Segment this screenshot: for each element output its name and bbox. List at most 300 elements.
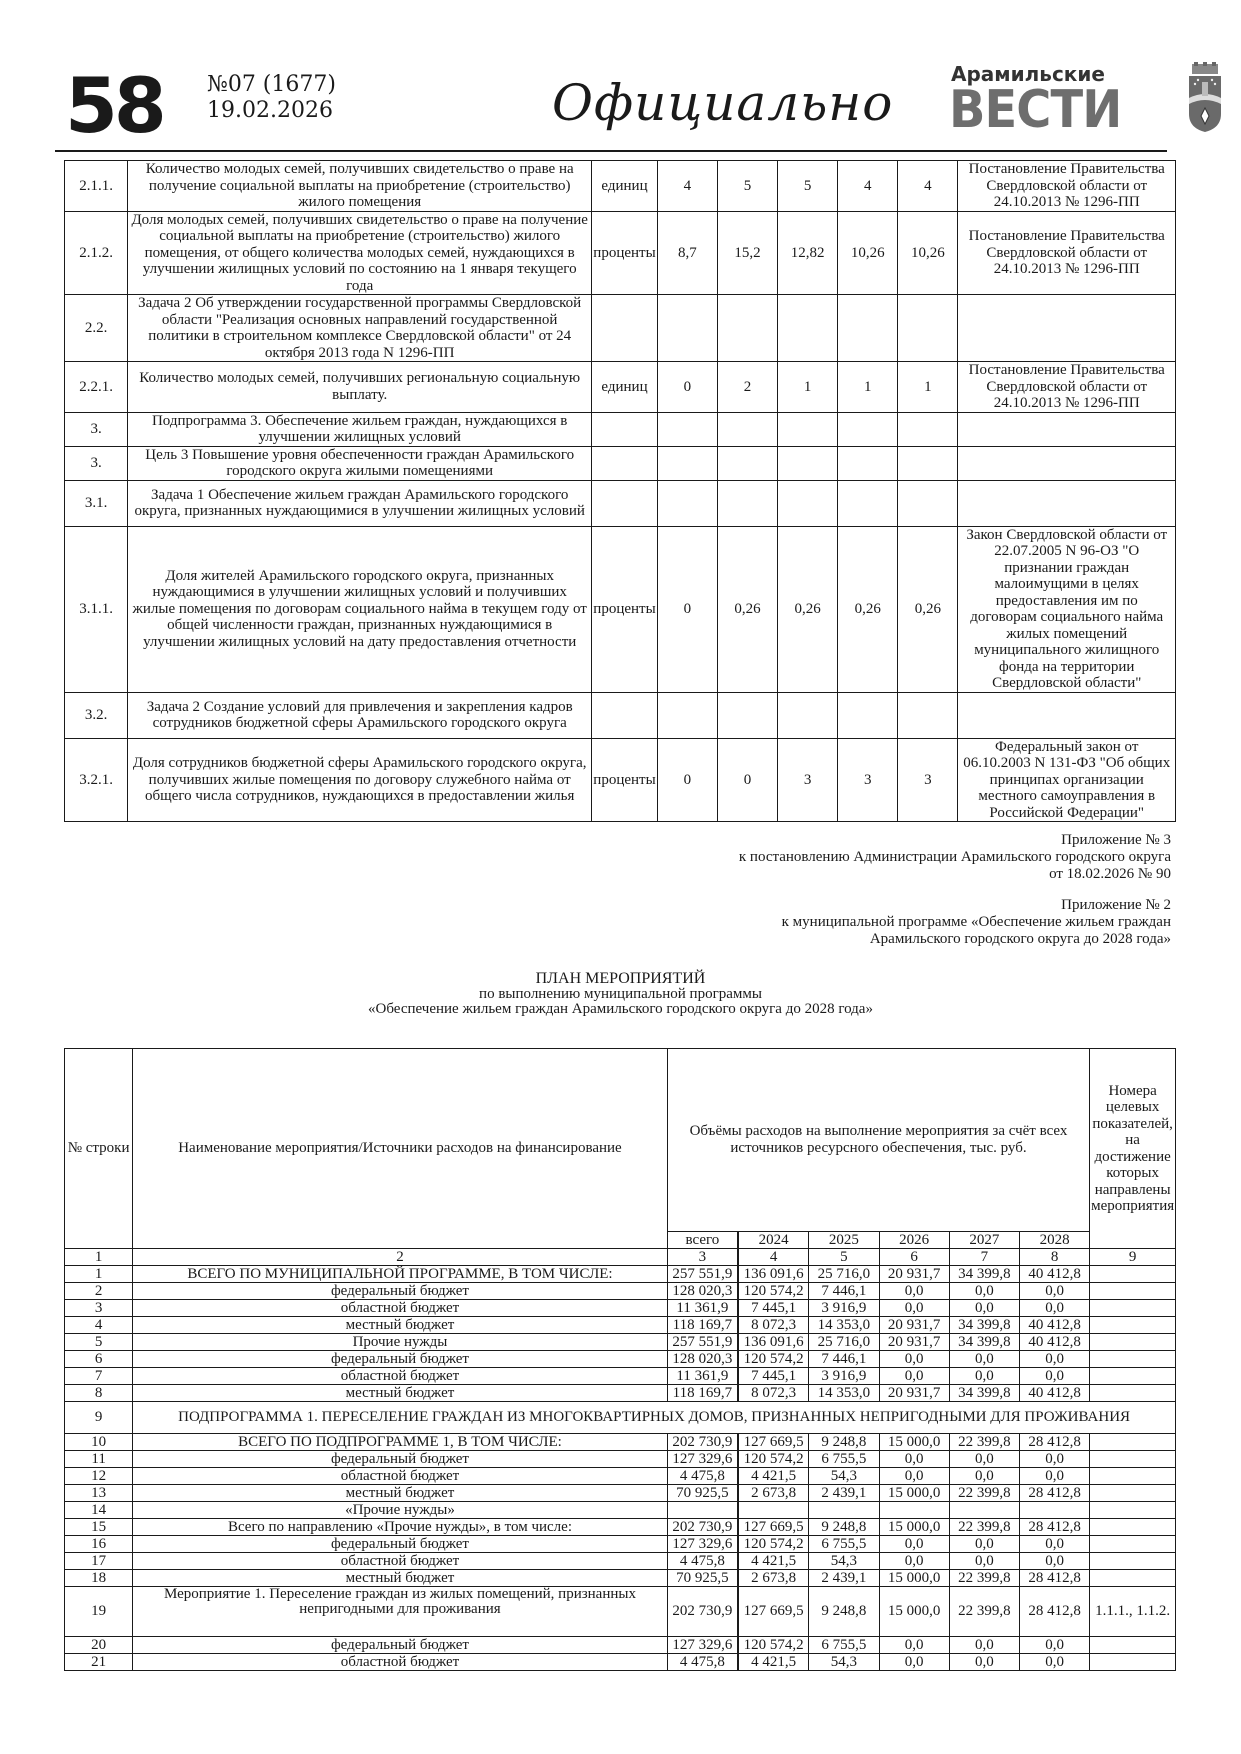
- table-row: [65, 211, 1176, 295]
- amount-value: 15 000,0: [879, 1434, 949, 1451]
- indicator-value: [838, 692, 898, 738]
- column-number: 1: [65, 1249, 133, 1266]
- amount-value: 0,0: [949, 1283, 1019, 1300]
- indicator-value: 0,26: [898, 526, 958, 692]
- goal-indicator-numbers: [1090, 1536, 1176, 1553]
- amount-value: 0,0: [879, 1300, 949, 1317]
- table-row: [65, 1283, 1176, 1300]
- header-subcolumn: 2027: [949, 1232, 1019, 1249]
- goal-indicator-numbers: [1090, 1451, 1176, 1468]
- amount-value: 11 361,9: [667, 1300, 738, 1317]
- amount-value: 8 072,3: [738, 1317, 809, 1334]
- amount-value: 120 574,2: [738, 1283, 809, 1300]
- annex-2-line: Арамильского городского округа до 2028 года»: [869, 931, 1171, 947]
- goal-indicator-numbers: [1090, 1351, 1176, 1368]
- goal-indicator-numbers: [1090, 1468, 1176, 1485]
- amount-value: 6 755,5: [809, 1451, 879, 1468]
- amount-value: 4 475,8: [667, 1553, 738, 1570]
- indicator-value: 1: [898, 362, 958, 413]
- goal-indicator-numbers: [1090, 1519, 1176, 1536]
- amount-value: 9 248,8: [809, 1519, 879, 1536]
- unit: проценты: [592, 738, 658, 822]
- amount-value: 4 421,5: [738, 1654, 809, 1671]
- unit: [592, 412, 658, 446]
- table-row: [65, 1485, 1176, 1502]
- amount-value: 40 412,8: [1020, 1334, 1090, 1351]
- column-number: 5: [809, 1249, 879, 1266]
- plan-table: [64, 1048, 1176, 1671]
- row-number: 2: [65, 1283, 133, 1300]
- goal-indicator-numbers: [1090, 1637, 1176, 1654]
- indicator-name: Задача 2 Об утверждении государственной программы Свердловской области "Реализация основных направлений государственной политики в строительном комплексе Свердловской области" от 24 октября 2013 года N 1296-ПП: [128, 295, 592, 362]
- header-subcolumn: 2025: [809, 1232, 879, 1249]
- amount-value: 136 091,6: [738, 1266, 809, 1283]
- annex-3-caption: [739, 832, 1171, 883]
- amount-value: 0,0: [949, 1368, 1019, 1385]
- annex-3-title: Приложение № 3: [1061, 832, 1171, 848]
- indicator-value: [898, 446, 958, 480]
- amount-value: 0,0: [949, 1351, 1019, 1368]
- indicator-value: [717, 412, 777, 446]
- subprogram-title: ПОДПРОГРАММА 1. ПЕРЕСЕЛЕНИЕ ГРАЖДАН ИЗ МНОГОКВАРТИРНЫХ ДОМОВ, ПРИЗНАННЫХ НЕПРИГОДНЫМИ ДЛЯ ПРОЖИВАНИЯ: [133, 1402, 1176, 1434]
- amount-value: 28 412,8: [1020, 1434, 1090, 1451]
- amount-value: 28 412,8: [1020, 1519, 1090, 1536]
- logo-top-text: Арамильские: [951, 62, 1105, 86]
- indicator-value: [778, 295, 838, 362]
- row-number: 15: [65, 1519, 133, 1536]
- amount-value: 40 412,8: [1020, 1266, 1090, 1283]
- indicator-name: Задача 1 Обеспечение жильем граждан Арамильского городского округа, признанных нуждающимися в улучшении жилищных условий: [128, 480, 592, 526]
- amount-value: 0,0: [1020, 1637, 1090, 1654]
- amount-value: 120 574,2: [738, 1351, 809, 1368]
- indicator-value: [898, 692, 958, 738]
- amount-value: 3 916,9: [809, 1368, 879, 1385]
- amount-value: 0,0: [879, 1368, 949, 1385]
- legal-source: [958, 412, 1176, 446]
- indicator-value: 2: [717, 362, 777, 413]
- amount-value: 34 399,8: [949, 1317, 1019, 1334]
- row-number: 12: [65, 1468, 133, 1485]
- goal-indicator-numbers: [1090, 1283, 1176, 1300]
- indicator-value: 0,26: [778, 526, 838, 692]
- row-number: 3: [65, 1300, 133, 1317]
- activity-name: областной бюджет: [133, 1300, 668, 1317]
- activity-name: местный бюджет: [133, 1485, 668, 1502]
- table-row: [65, 412, 1176, 446]
- indicator-value: [778, 412, 838, 446]
- amount-value: 20 931,7: [879, 1317, 949, 1334]
- column-number: 6: [879, 1249, 949, 1266]
- indicator-name: Задача 2 Создание условий для привлечения и закрепления кадров сотрудников бюджетной сферы Арамильского городского округа: [128, 692, 592, 738]
- goal-indicator-numbers: [1090, 1266, 1176, 1283]
- indicator-value: [898, 412, 958, 446]
- indicator-value: 10,26: [838, 211, 898, 295]
- amount-value: 4 421,5: [738, 1468, 809, 1485]
- table-row: [65, 1385, 1176, 1402]
- header-subcolumn: всего: [667, 1232, 738, 1249]
- row-number: 3.1.1.: [65, 526, 128, 692]
- header-subcolumn: 2026: [879, 1232, 949, 1249]
- indicator-name: Количество молодых семей, получивших свидетельство о праве на получение социальной выплаты на приобретение (строительство) жилого помещения: [128, 161, 592, 212]
- amount-value: 0,0: [949, 1654, 1019, 1671]
- amount-value: 9 248,8: [809, 1434, 879, 1451]
- amount-value: [667, 1502, 738, 1519]
- amount-value: 20 931,7: [879, 1266, 949, 1283]
- column-numbers-row: [65, 1249, 1176, 1266]
- amount-value: 22 399,8: [949, 1570, 1019, 1587]
- amount-value: 7 446,1: [809, 1283, 879, 1300]
- amount-value: 127 669,5: [738, 1434, 809, 1451]
- amount-value: 28 412,8: [1020, 1587, 1090, 1637]
- column-number: 3: [667, 1249, 738, 1266]
- row-number: 2.2.1.: [65, 362, 128, 413]
- unit: единиц: [592, 362, 658, 413]
- table-row: [65, 1334, 1176, 1351]
- table-row: [65, 161, 1176, 212]
- unit: [592, 295, 658, 362]
- amount-value: 20 931,7: [879, 1334, 949, 1351]
- indicator-value: [657, 295, 717, 362]
- activity-name: Мероприятие 1. Переселение граждан из жилых помещений, признанных непригодными для проживания: [133, 1587, 668, 1637]
- indicator-value: 3: [898, 738, 958, 822]
- amount-value: 70 925,5: [667, 1485, 738, 1502]
- row-number: 8: [65, 1385, 133, 1402]
- row-number: 19: [65, 1587, 133, 1637]
- indicator-value: 4: [838, 161, 898, 212]
- activity-name: местный бюджет: [133, 1385, 668, 1402]
- activity-name: «Прочие нужды»: [133, 1502, 668, 1519]
- indicator-value: 3: [778, 738, 838, 822]
- annex-3-line: к постановлению Администрации Арамильского городского округа: [738, 849, 1171, 865]
- indicator-value: [717, 692, 777, 738]
- header-row: [65, 1049, 1176, 1232]
- logo-main-text: ВЕСТИ: [949, 80, 1122, 140]
- table-row: [65, 362, 1176, 413]
- issue-date: 19.02.2026: [207, 98, 333, 123]
- amount-value: 14 353,0: [809, 1317, 879, 1334]
- goal-indicator-numbers: [1090, 1654, 1176, 1671]
- amount-value: 22 399,8: [949, 1434, 1019, 1451]
- amount-value: 127 669,5: [738, 1587, 809, 1637]
- amount-value: 0,0: [949, 1468, 1019, 1485]
- table-row: [65, 1502, 1176, 1519]
- amount-value: 0,0: [879, 1553, 949, 1570]
- indicator-value: [838, 412, 898, 446]
- amount-value: 0,0: [879, 1654, 949, 1671]
- amount-value: 0,0: [1020, 1451, 1090, 1468]
- indicators-table: [64, 160, 1176, 822]
- indicator-name: Количество молодых семей, получивших региональную социальную выплату.: [128, 362, 592, 413]
- column-number: 9: [1090, 1249, 1176, 1266]
- row-number: 10: [65, 1434, 133, 1451]
- newspaper-logo: [951, 62, 1181, 142]
- amount-value: 0,0: [879, 1451, 949, 1468]
- row-number: 17: [65, 1553, 133, 1570]
- unit: проценты: [592, 211, 658, 295]
- indicator-value: [717, 446, 777, 480]
- amount-value: 9 248,8: [809, 1587, 879, 1637]
- amount-value: 15 000,0: [879, 1570, 949, 1587]
- legal-source: [958, 692, 1176, 738]
- row-number: 20: [65, 1637, 133, 1654]
- amount-value: 4 475,8: [667, 1654, 738, 1671]
- table-row: [65, 1570, 1176, 1587]
- amount-value: 127 329,6: [667, 1536, 738, 1553]
- table-row: [65, 1451, 1176, 1468]
- table-row: [65, 1402, 1176, 1434]
- table-row: [65, 1587, 1176, 1637]
- amount-value: [809, 1502, 879, 1519]
- issue-info: [207, 72, 336, 124]
- amount-value: 7 445,1: [738, 1368, 809, 1385]
- amount-value: 22 399,8: [949, 1485, 1019, 1502]
- row-number: 7: [65, 1368, 133, 1385]
- plan-title: ПЛАН МЕРОПРИЯТИЙ: [535, 970, 706, 987]
- amount-value: 128 020,3: [667, 1283, 738, 1300]
- table-row: [65, 692, 1176, 738]
- amount-value: 40 412,8: [1020, 1317, 1090, 1334]
- amount-value: 15 000,0: [879, 1485, 949, 1502]
- amount-value: 34 399,8: [949, 1334, 1019, 1351]
- amount-value: 20 931,7: [879, 1385, 949, 1402]
- amount-value: 0,0: [949, 1637, 1019, 1654]
- row-number: 11: [65, 1451, 133, 1468]
- masthead: [55, 60, 1167, 152]
- table-row: [65, 1368, 1176, 1385]
- amount-value: 0,0: [949, 1536, 1019, 1553]
- activity-name: федеральный бюджет: [133, 1451, 668, 1468]
- amount-value: 34 399,8: [949, 1266, 1019, 1283]
- row-number: 3.2.: [65, 692, 128, 738]
- amount-value: 127 669,5: [738, 1519, 809, 1536]
- goal-indicator-numbers: [1090, 1485, 1176, 1502]
- amount-value: 70 925,5: [667, 1570, 738, 1587]
- legal-source: [958, 446, 1176, 480]
- row-number: 1: [65, 1266, 133, 1283]
- indicator-value: 5: [778, 161, 838, 212]
- legal-source: Федеральный закон от 06.10.2003 N 131-ФЗ "Об общих принципах организации местного самоуправления в Российской Федерации": [958, 738, 1176, 822]
- plan-title-block: [0, 970, 1241, 1017]
- amount-value: 6 755,5: [809, 1637, 879, 1654]
- amount-value: 127 329,6: [667, 1451, 738, 1468]
- amount-value: 54,3: [809, 1654, 879, 1671]
- amount-value: 0,0: [879, 1536, 949, 1553]
- amount-value: 136 091,6: [738, 1334, 809, 1351]
- legal-source: [958, 295, 1176, 362]
- amount-value: 0,0: [1020, 1300, 1090, 1317]
- indicator-name: Доля сотрудников бюджетной сферы Арамильского городского округа, получивших жилые помещения по договору служебного найма от общего числа сотрудников, нуждающихся в предоставлении жилья: [128, 738, 592, 822]
- amount-value: 0,0: [1020, 1351, 1090, 1368]
- table-row: [65, 1637, 1176, 1654]
- indicator-value: 3: [838, 738, 898, 822]
- activity-name: областной бюджет: [133, 1654, 668, 1671]
- amount-value: 0,0: [1020, 1553, 1090, 1570]
- amount-value: 0,0: [879, 1351, 949, 1368]
- legal-source: Постановление Правительства Свердловской области от 24.10.2013 № 1296-ПП: [958, 362, 1176, 413]
- row-number: 13: [65, 1485, 133, 1502]
- row-number: 6: [65, 1351, 133, 1368]
- legal-source: Закон Свердловской области от 22.07.2005 N 96-ОЗ "О признании граждан малоимущими в целях предоставления им по договорам социального найма жилых помещений муниципального жилищного фонда на территории Свердловской области": [958, 526, 1176, 692]
- indicator-value: [898, 295, 958, 362]
- goal-indicator-numbers: [1090, 1385, 1176, 1402]
- legal-source: [958, 480, 1176, 526]
- amount-value: 202 730,9: [667, 1434, 738, 1451]
- amount-value: 128 020,3: [667, 1351, 738, 1368]
- activity-name: областной бюджет: [133, 1553, 668, 1570]
- amount-value: 0,0: [1020, 1468, 1090, 1485]
- row-number: 5: [65, 1334, 133, 1351]
- amount-value: 0,0: [949, 1300, 1019, 1317]
- goal-indicator-numbers: [1090, 1570, 1176, 1587]
- indicator-name: Подпрограмма 3. Обеспечение жильем граждан, нуждающихся в улучшении жилищных условий: [128, 412, 592, 446]
- amount-value: 22 399,8: [949, 1587, 1019, 1637]
- header-name: Наименование мероприятия/Источники расходов на финансирование: [133, 1049, 668, 1249]
- table-row: [65, 1536, 1176, 1553]
- unit: [592, 480, 658, 526]
- section-title: Официально: [552, 74, 894, 132]
- amount-value: 25 716,0: [809, 1334, 879, 1351]
- indicator-value: [778, 480, 838, 526]
- indicator-value: 0: [657, 362, 717, 413]
- table-row: [65, 1266, 1176, 1283]
- goal-indicator-numbers: [1090, 1334, 1176, 1351]
- indicator-value: [657, 412, 717, 446]
- column-number: 8: [1020, 1249, 1090, 1266]
- amount-value: 15 000,0: [879, 1519, 949, 1536]
- row-number: 2.1.2.: [65, 211, 128, 295]
- header-goals: Номера целевых показателей, на достижение которых направлены мероприятия: [1090, 1049, 1176, 1249]
- amount-value: 28 412,8: [1020, 1570, 1090, 1587]
- activity-name: ВСЕГО ПО МУНИЦИПАЛЬНОЙ ПРОГРАММЕ, В ТОМ ЧИСЛЕ:: [133, 1266, 668, 1283]
- activity-name: Прочие нужды: [133, 1334, 668, 1351]
- indicator-value: [657, 692, 717, 738]
- indicator-value: 0,26: [838, 526, 898, 692]
- header-volumes: Объёмы расходов на выполнение мероприятия за счёт всех источников ресурсного обеспечения, тыс. руб.: [667, 1049, 1090, 1232]
- amount-value: 0,0: [949, 1451, 1019, 1468]
- activity-name: федеральный бюджет: [133, 1283, 668, 1300]
- amount-value: 202 730,9: [667, 1519, 738, 1536]
- row-number: 4: [65, 1317, 133, 1334]
- city-coat-of-arms-icon: [1187, 62, 1223, 132]
- amount-value: 7 445,1: [738, 1300, 809, 1317]
- amount-value: 22 399,8: [949, 1519, 1019, 1536]
- table-row: [65, 1300, 1176, 1317]
- amount-value: 2 673,8: [738, 1485, 809, 1502]
- table-row: [65, 738, 1176, 822]
- unit: [592, 446, 658, 480]
- amount-value: [738, 1502, 809, 1519]
- amount-value: 54,3: [809, 1468, 879, 1485]
- amount-value: 7 446,1: [809, 1351, 879, 1368]
- goal-indicator-numbers: [1090, 1300, 1176, 1317]
- activity-name: местный бюджет: [133, 1570, 668, 1587]
- indicator-name: Доля жителей Арамильского городского округа, признанных нуждающимися в улучшении жилищных условий и получивших жилые помещения по договорам социального найма в текущем году от общей численности граждан, признанных нуждающимися в улучшении жилищных условий на дату предоставления отчетности: [128, 526, 592, 692]
- amount-value: 127 329,6: [667, 1637, 738, 1654]
- indicator-value: 5: [717, 161, 777, 212]
- row-number: 16: [65, 1536, 133, 1553]
- amount-value: 0,0: [949, 1553, 1019, 1570]
- amount-value: 14 353,0: [809, 1385, 879, 1402]
- goal-indicator-numbers: [1090, 1317, 1176, 1334]
- amount-value: [1020, 1502, 1090, 1519]
- goal-indicator-numbers: [1090, 1368, 1176, 1385]
- indicator-value: [838, 295, 898, 362]
- table-row: [65, 1519, 1176, 1536]
- activity-name: федеральный бюджет: [133, 1351, 668, 1368]
- row-number: 2.1.1.: [65, 161, 128, 212]
- amount-value: 25 716,0: [809, 1266, 879, 1283]
- legal-source: Постановление Правительства Свердловской области от 24.10.2013 № 1296-ПП: [958, 161, 1176, 212]
- header-subcolumn: 2028: [1020, 1232, 1090, 1249]
- indicator-value: 0,26: [717, 526, 777, 692]
- indicator-value: [898, 480, 958, 526]
- table-row: [65, 446, 1176, 480]
- goal-indicator-numbers: 1.1.1., 1.1.2.: [1090, 1587, 1176, 1637]
- indicator-value: [838, 446, 898, 480]
- activity-name: местный бюджет: [133, 1317, 668, 1334]
- column-number: 2: [133, 1249, 668, 1266]
- amount-value: 40 412,8: [1020, 1385, 1090, 1402]
- annex-2-caption: [782, 897, 1171, 948]
- amount-value: 257 551,9: [667, 1334, 738, 1351]
- indicator-value: [717, 295, 777, 362]
- amount-value: 6 755,5: [809, 1536, 879, 1553]
- indicator-value: 15,2: [717, 211, 777, 295]
- indicator-name: Цель 3 Повышение уровня обеспеченности граждан Арамильского городского округа жилыми помещениями: [128, 446, 592, 480]
- indicator-value: [717, 480, 777, 526]
- row-number: 3.: [65, 412, 128, 446]
- amount-value: 0,0: [1020, 1536, 1090, 1553]
- row-number: 9: [65, 1402, 133, 1434]
- page-number: 58: [65, 61, 163, 150]
- indicator-value: 0: [717, 738, 777, 822]
- amount-value: 0,0: [879, 1283, 949, 1300]
- indicator-value: 1: [838, 362, 898, 413]
- row-number: 3.2.1.: [65, 738, 128, 822]
- goal-indicator-numbers: [1090, 1502, 1176, 1519]
- indicator-value: 12,82: [778, 211, 838, 295]
- table-row: [65, 1351, 1176, 1368]
- goal-indicator-numbers: [1090, 1553, 1176, 1570]
- indicator-value: 10,26: [898, 211, 958, 295]
- indicator-value: [838, 480, 898, 526]
- amount-value: 0,0: [1020, 1283, 1090, 1300]
- amount-value: 54,3: [809, 1553, 879, 1570]
- amount-value: [949, 1502, 1019, 1519]
- row-number: 2.2.: [65, 295, 128, 362]
- indicator-value: 8,7: [657, 211, 717, 295]
- annex-3-date: от 18.02.2026 № 90: [1049, 866, 1171, 882]
- amount-value: 4 421,5: [738, 1553, 809, 1570]
- unit: проценты: [592, 526, 658, 692]
- goal-indicator-numbers: [1090, 1434, 1176, 1451]
- row-number: 21: [65, 1654, 133, 1671]
- amount-value: 4 475,8: [667, 1468, 738, 1485]
- amount-value: 120 574,2: [738, 1536, 809, 1553]
- amount-value: 28 412,8: [1020, 1485, 1090, 1502]
- table-row: [65, 480, 1176, 526]
- amount-value: 118 169,7: [667, 1317, 738, 1334]
- indicator-value: 0: [657, 526, 717, 692]
- indicator-value: [778, 446, 838, 480]
- legal-source: Постановление Правительства Свердловской области от 24.10.2013 № 1296-ПП: [958, 211, 1176, 295]
- amount-value: 0,0: [1020, 1368, 1090, 1385]
- amount-value: 202 730,9: [667, 1587, 738, 1637]
- amount-value: 15 000,0: [879, 1587, 949, 1637]
- row-number: 3.: [65, 446, 128, 480]
- unit: [592, 692, 658, 738]
- annex-2-line: к муниципальной программе «Обеспечение жильем граждан: [781, 914, 1171, 930]
